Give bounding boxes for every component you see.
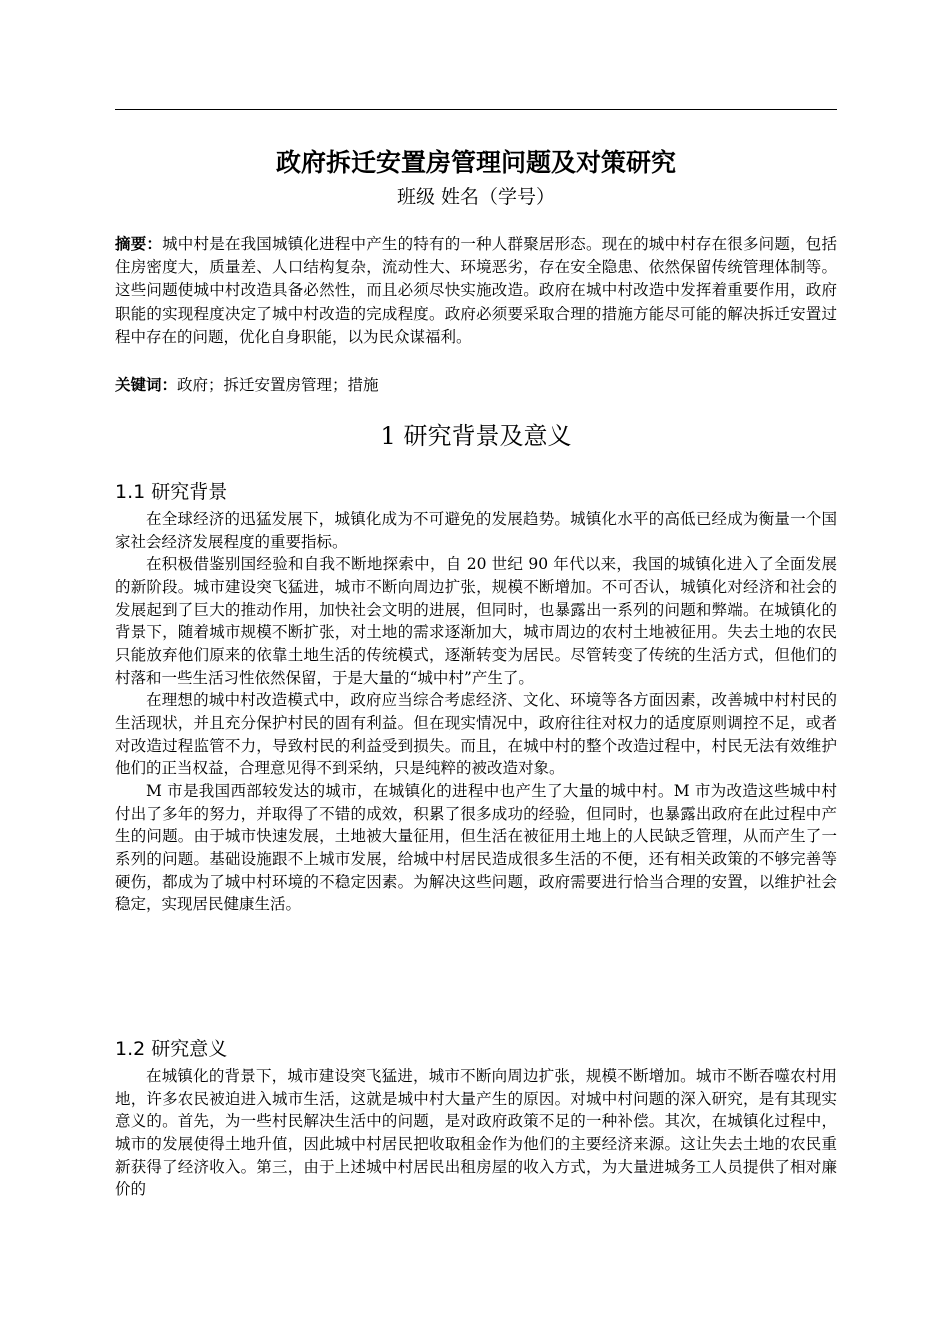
author-line: 班级 姓名（学号） (396, 186, 556, 208)
paragraph: 在积极借鉴别国经验和自我不断地探索中，自 20 世纪 90 年代以来，我国的城镇化进入了全面发展的新阶段。城市建设突飞猛进，城市不断向周边扩张，规模不断增加。不可否认，城镇化对经济和社会的发展起到了巨大的推动作用，加快社会文明的进展，但同时，也暴露出一系列的问题和弊端。在城镇化的背景下，随着城市规模不断扩张，对土地的需求逐渐加大，城市周边的农村土地被征用。失去土地的农民只能放弃他们原来的依靠土地生活的传统模式，逐渐转变为居民。尽管转变了传统的生活方式，但他们的村落和一些生活习性依然保留，于是大量的“城中村”产生了。 (115, 555, 837, 687)
abstract-text: 城中村是在我国城镇化进程中产生的特有的一种人群聚居形态。现在的城中村存在很多问题，包括住房密度大，质量差、人口结构复杂，流动性大、环境恶劣，存在安全隐患、依然保留传统管理体制等。这些问题使城中村改造具备必然性，而且必须尽快实施改造。政府在城中村改造中发挥着重要作用，政府职能的实现程度决定了城中村改造的完成程度。政府必须要采取合理的措施方能尽可能的解决拆迁安置过程中存在的问题，优化自身职能，以为民众谋福利。 (115, 235, 837, 346)
keywords (115, 374, 837, 397)
section-heading: 1 研究背景及意义 (380, 422, 572, 450)
abstract-label: 摘要： (115, 235, 163, 253)
abstract (115, 233, 837, 349)
paragraph: M 市是我国西部较发达的城市，在城镇化的进程中也产生了大量的城中村。M 市为改造这些城中村付出了多年的努力，并取得了不错的成效，积累了很多成功的经验，但同时，也暴露出政府在此过程中产生的问题。由于城市快速发展，土地被大量征用，但生活在被征用土地上的人民缺乏管理，从而产生了一系列的问题。基础设施跟不上城市发展，给城中村居民造成很多生活的不便，还有相关政策的不够完善等硬伤，都成为了城中村环境的不稳定因素。为解决这些问题，政府需要进行恰当合理的安置，以维护社会稳定，实现居民健康生活。 (115, 781, 837, 914)
header-rule (115, 109, 837, 110)
keywords-label: 关键词： (115, 376, 178, 394)
section-background-body (115, 508, 837, 916)
subsection-heading-significance: 1.2 研究意义 (115, 1038, 228, 1060)
paragraph: 在全球经济的迅猛发展下，城镇化成为不可避免的发展趋势。城镇化水平的高低已经成为衡量一个国家社会经济发展程度的重要指标。 (115, 510, 837, 551)
paragraph: 在城镇化的背景下，城市建设突飞猛进，城市不断向周边扩张，规模不断增加。城市不断吞噬农村用地，许多农民被迫进入城市生活，这就是城中村大量产生的原因。对城中村问题的深入研究，是有其现实意义的。首先，为一些村民解决生活中的问题，是对政府政策不足的一种补偿。其次，在城镇化过程中，城市的发展使得土地升值，因此城中村居民把收取租金作为他们的主要经济来源。这让失去土地的农民重新获得了经济收入。第三，由于上述城中村居民出租房屋的收入方式，为大量进城务工人员提供了相对廉价的 (115, 1067, 837, 1199)
paragraph: 在理想的城中村改造模式中，政府应当综合考虑经济、文化、环境等各方面因素，改善城中村村民的生活现状，并且充分保护村民的固有利益。但在现实情况中，政府往往对权力的适度原则调控不足，或者对改造过程监管不力，导致村民的利益受到损失。而且，在城中村的整个改造过程中，村民无法有效维护他们的正当权益，合理意见得不到采纳，只是纯粹的被改造对象。 (115, 691, 837, 778)
section-significance-body (115, 1065, 837, 1201)
subsection-heading-background: 1.1 研究背景 (115, 481, 228, 503)
paper-title: 政府拆迁安置房管理问题及对策研究 (275, 148, 676, 177)
keywords-text: 政府；拆迁安置房管理；措施 (177, 376, 379, 394)
